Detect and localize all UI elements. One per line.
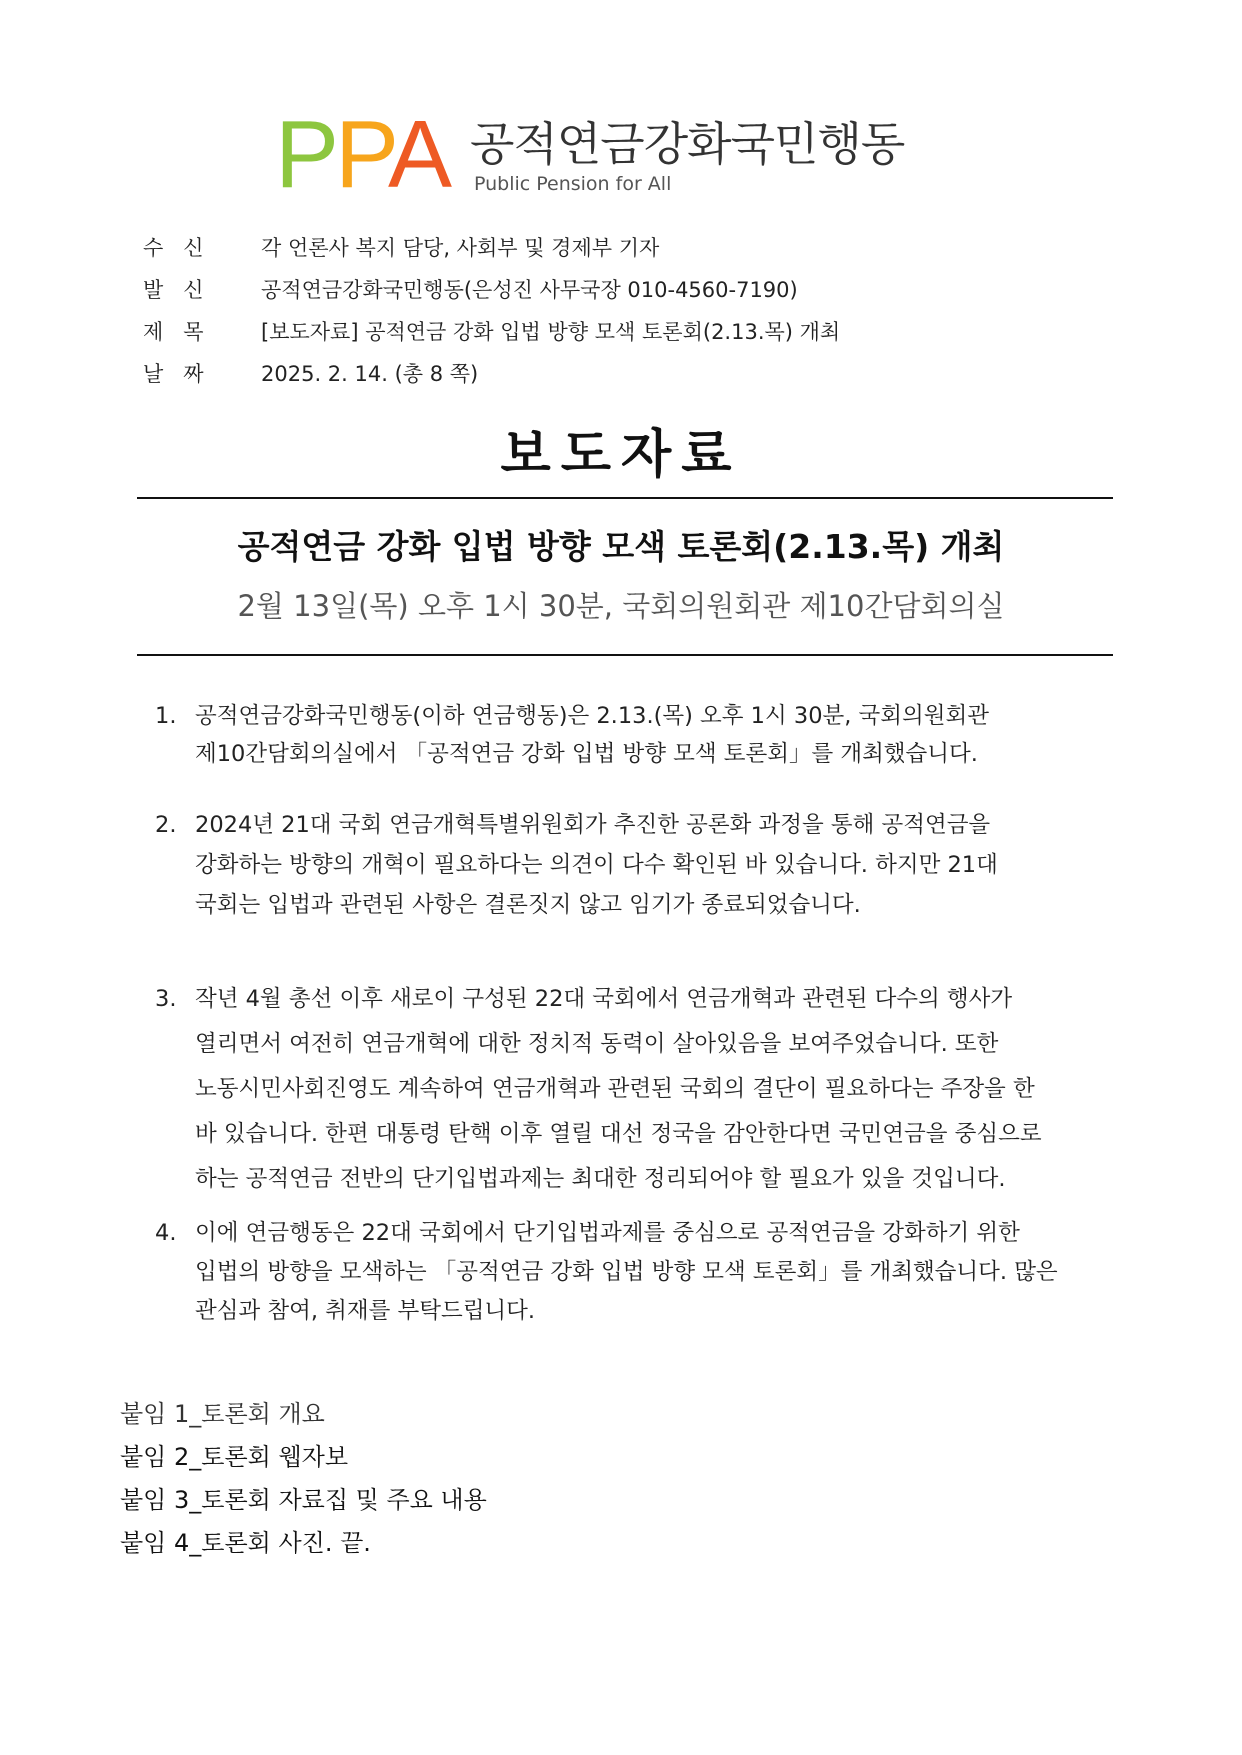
attachments-list	[120, 1393, 487, 1565]
paragraph-line: 바 있습니다. 한편 대통령 탄핵 이후 열릴 대선 정국을 감안한다면 국민연금을 중심으로	[195, 1121, 1042, 1147]
document-type-title: 보도자료	[500, 425, 742, 485]
organization-logo	[275, 101, 905, 208]
paragraph-line: 관심과 참여, 취재를 부탁드립니다.	[195, 1298, 536, 1324]
meta-row-sender	[143, 268, 840, 310]
paragraph-number: 1.	[155, 703, 177, 729]
divider-top	[137, 497, 1113, 499]
paragraph-number: 2.	[155, 812, 177, 838]
meta-value: 공적연금강화국민행동(은성진 사무국장 010-4560-7190)	[261, 278, 798, 302]
paragraph-line: 노동시민사회진영도 계속하여 연금개혁과 관련된 국회의 결단이 필요하다는 주장을 한	[195, 1076, 1035, 1102]
paragraph-line: 입법의 방향을 모색하는 「공적연금 강화 입법 방향 모색 토론회」를 개최했습니다. 많은	[195, 1259, 1058, 1285]
paragraph-number: 4.	[155, 1220, 177, 1246]
paragraph-line: 공적연금강화국민행동(이하 연금행동)은 2.13.(목) 오후 1시 30분, 국회의원회관	[195, 703, 989, 729]
organization-name-korean: 공적연금강화국민행동	[469, 117, 905, 171]
organization-name-english: Public Pension for All	[473, 173, 672, 195]
meta-label: 수신	[143, 236, 224, 260]
paragraph-line: 제10간담회의실에서 「공적연금 강화 입법 방향 모색 토론회」를 개최했습니다.	[195, 741, 978, 767]
meta-value: 2025. 2. 14. (총 8 쪽)	[261, 362, 479, 386]
paragraph-line: 국회는 입법과 관련된 사항은 결론짓지 않고 임기가 종료되었습니다.	[195, 892, 861, 918]
paragraph-line: 이에 연금행동은 22대 국회에서 단기입법과제를 중심으로 공적연금을 강화하기 위한	[195, 1220, 1020, 1246]
subheadline: 2월 13일(목) 오후 1시 30분, 국회의원회관 제10간담회의실	[237, 589, 1005, 623]
paragraph-line: 강화하는 방향의 개혁이 필요하다는 의견이 다수 확인된 바 있습니다. 하지만 21대	[195, 852, 998, 878]
meta-label: 날짜	[143, 362, 224, 386]
paragraph-line: 작년 4월 총선 이후 새로이 구성된 22대 국회에서 연금개혁과 관련된 다수의 행사가	[195, 986, 1013, 1012]
paragraph-4	[155, 1214, 1115, 1331]
attachment-item: 붙임 3_토론회 자료집 및 주요 내용	[120, 1486, 487, 1514]
paragraph-1	[155, 697, 1115, 773]
paragraph-line: 2024년 21대 국회 연금개혁특별위원회가 추진한 공론화 과정을 통해 공적연금을	[195, 812, 991, 838]
paragraph-line: 열리면서 여전히 연금개혁에 대한 정치적 동력이 살아있음을 보여주었습니다. 또한	[195, 1031, 999, 1057]
ppa-logo-mark: PPA	[275, 101, 448, 208]
attachment-item: 붙임 1_토론회 개요	[120, 1400, 325, 1428]
meta-label: 발신	[143, 278, 224, 302]
attachment-item: 붙임 2_토론회 웹자보	[120, 1443, 348, 1471]
meta-row-recipient	[143, 226, 840, 268]
meta-label: 제목	[143, 320, 224, 344]
paragraph-line: 하는 공적연금 전반의 단기입법과제는 최대한 정리되어야 할 필요가 있을 것입니다.	[195, 1166, 1006, 1192]
meta-row-date	[143, 352, 840, 394]
paragraph-3	[155, 977, 1115, 1202]
meta-value: [보도자료] 공적연금 강화 입법 방향 모색 토론회(2.13.목) 개최	[261, 320, 841, 344]
document-meta-table	[143, 226, 840, 394]
meta-row-subject	[143, 310, 840, 352]
meta-value: 각 언론사 복지 담당, 사회부 및 경제부 기자	[261, 236, 660, 260]
body-paragraphs	[155, 697, 1115, 1331]
attachment-item: 붙임 4_토론회 사진. 끝.	[120, 1529, 371, 1557]
paragraph-2	[155, 805, 1115, 925]
headline: 공적연금 강화 입법 방향 모색 토론회(2.13.목) 개최	[237, 527, 1005, 566]
divider-bottom	[137, 654, 1113, 656]
paragraph-number: 3.	[155, 986, 177, 1012]
